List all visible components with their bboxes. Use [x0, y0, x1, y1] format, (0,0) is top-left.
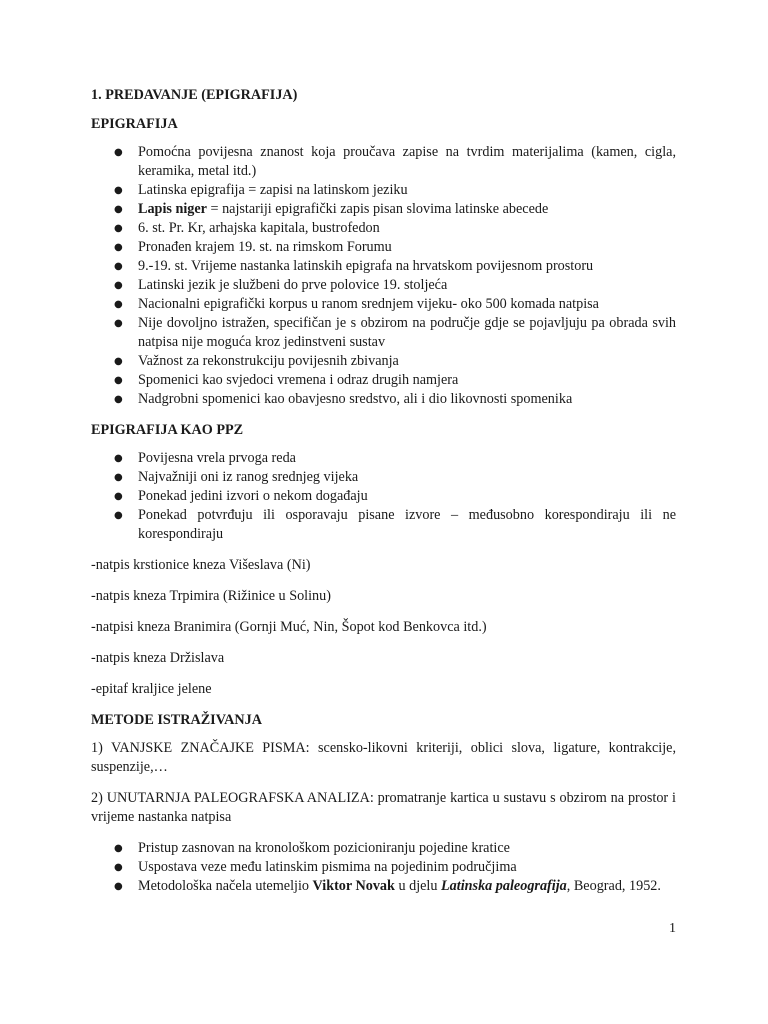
- work-title: Latinska paleografija: [441, 878, 567, 894]
- bullet-icon: ●: [114, 862, 123, 873]
- bullet-icon: ●: [114, 185, 123, 196]
- bullet-icon: ●: [114, 204, 123, 215]
- list-item-text: Pristup zasnovan na kronološkom pozicioniranju pojedine kratice: [138, 840, 510, 856]
- method-paragraph-1: [91, 739, 676, 777]
- inscription-line: -natpis kneza Trpimira (Rižinice u Solinu): [91, 588, 331, 604]
- inscription-line: -natpis kneza Držislava: [91, 650, 225, 666]
- inscription-line: -natpisi kneza Branimira (Gornji Muć, Nin, Šopot kod Benkovca itd.): [91, 619, 487, 635]
- section-heading-metode: METODE ISTRAŽIVANJA: [91, 712, 262, 728]
- bullet-icon: ●: [114, 472, 123, 483]
- document-title: 1. PREDAVANJE (EPIGRAFIJA): [91, 87, 298, 103]
- list-item-text: Nacionalni epigrafički korpus u ranom srednjem vijeku- oko 500 komada natpisa: [138, 296, 599, 312]
- list-item: [91, 506, 676, 544]
- bullet-icon: ●: [114, 147, 123, 158]
- inscription-line: -natpis krstionice kneza Višeslava (Ni): [91, 557, 311, 573]
- method-label: 2) UNUTARNJA PALEOGRAFSKA ANALIZA:: [91, 790, 374, 806]
- bullet-list-epigrafija: [91, 143, 676, 409]
- list-item: [91, 257, 676, 276]
- method-paragraph-2: [91, 789, 676, 827]
- bullet-icon: ●: [114, 299, 123, 310]
- bullet-icon: ●: [114, 280, 123, 291]
- list-item-text: , Beograd, 1952.: [566, 878, 661, 894]
- list-item-text: Nije dovoljno istražen, specifičan je s obzirom na područje gdje se pojavljuju pa obrada svih natpisa nije moguća kroz jedinstveni sustav: [138, 315, 676, 350]
- inscription-line: -epitaf kraljice jelene: [91, 681, 212, 697]
- bullet-icon: ●: [114, 356, 123, 367]
- method-text: scensko-likovni kriteriji, oblici slova, ligature, kontrakcije, suspenzije,…: [91, 740, 676, 775]
- bullet-icon: ●: [114, 318, 123, 329]
- list-item-text: 9.-19. st. Vrijeme nastanka latinskih epigrafa na hrvatskom povijesnom prostoru: [138, 258, 594, 274]
- method-label: 1) VANJSKE ZNAČAJKE PISMA:: [91, 740, 310, 756]
- bullet-icon: ●: [114, 223, 123, 234]
- bullet-icon: ●: [114, 510, 123, 521]
- list-item-text: Latinski jezik je službeni do prve polovice 19. stoljeća: [138, 277, 448, 293]
- bullet-icon: ●: [114, 491, 123, 502]
- bullet-icon: ●: [114, 261, 123, 272]
- list-item: [91, 371, 676, 390]
- list-item-text: Povijesna vrela prvoga reda: [138, 450, 296, 466]
- list-item: [91, 314, 676, 352]
- page-number: 1: [669, 921, 676, 936]
- list-item: [91, 468, 676, 487]
- list-item: [91, 181, 676, 200]
- list-item-text: Latinska epigrafija = zapisi na latinskom jeziku: [138, 182, 408, 198]
- list-item: [91, 219, 676, 238]
- bullet-icon: ●: [114, 375, 123, 386]
- list-item-text: Važnost za rekonstrukciju povijesnih zbivanja: [138, 353, 399, 369]
- document-body: [91, 86, 676, 908]
- list-item: [91, 200, 676, 219]
- list-item: [91, 295, 676, 314]
- bullet-icon: ●: [114, 394, 123, 405]
- bullet-icon: ●: [114, 453, 123, 464]
- bullet-icon: ●: [114, 242, 123, 253]
- list-item: [91, 449, 676, 468]
- bullet-icon: ●: [114, 843, 123, 854]
- list-item: [91, 238, 676, 257]
- list-item-text: Nadgrobni spomenici kao obavjesno sredstvo, ali i dio likovnosti spomenika: [138, 391, 573, 407]
- list-item: [91, 877, 676, 896]
- bullet-list-metode: [91, 839, 676, 896]
- list-item-bold-term: Lapis niger: [138, 201, 207, 217]
- list-item-text: Spomenici kao svjedoci vremena i odraz drugih namjera: [138, 372, 459, 388]
- list-item-text: Ponekad jedini izvori o nekom događaju: [138, 488, 368, 504]
- bullet-list-epigrafija-kao-ppz: [91, 449, 676, 544]
- method-text: promatranje kartica u sustavu s obzirom na prostor i vrijeme nastanka natpisa: [91, 790, 676, 825]
- list-item: [91, 143, 676, 181]
- list-item-text: Pronađen krajem 19. st. na rimskom Forumu: [138, 239, 392, 255]
- list-item: [91, 276, 676, 295]
- list-item-text: 6. st. Pr. Kr, arhajska kapitala, bustrofedon: [138, 220, 380, 236]
- bullet-icon: ●: [114, 881, 123, 892]
- list-item-text: Uspostava veze među latinskim pismima na pojedinim područjima: [138, 859, 517, 875]
- author-name: Viktor Novak: [312, 878, 395, 894]
- section-heading-epigrafija-kao-ppz: EPIGRAFIJA KAO PPZ: [91, 422, 244, 438]
- list-item-text: Najvažniji oni iz ranog srednjeg vijeka: [138, 469, 359, 485]
- list-item: [91, 839, 676, 858]
- list-item: [91, 352, 676, 371]
- list-item-text: u djelu: [394, 878, 442, 894]
- list-item: [91, 390, 676, 409]
- list-item: [91, 487, 676, 506]
- list-item-text: Metodološka načela utemeljio: [138, 878, 313, 894]
- list-item: [91, 858, 676, 877]
- list-item-text: = najstariji epigrafički zapis pisan slovima latinske abecede: [206, 201, 549, 217]
- section-heading-epigrafija: EPIGRAFIJA: [91, 116, 178, 132]
- list-item-text: Pomoćna povijesna znanost koja proučava zapise na tvrdim materijalima (kamen, cigla, keramika, metal itd.): [138, 144, 676, 179]
- list-item-text: Ponekad potvrđuju ili osporavaju pisane izvore – međusobno korespondiraju ili ne korespondiraju: [138, 507, 676, 542]
